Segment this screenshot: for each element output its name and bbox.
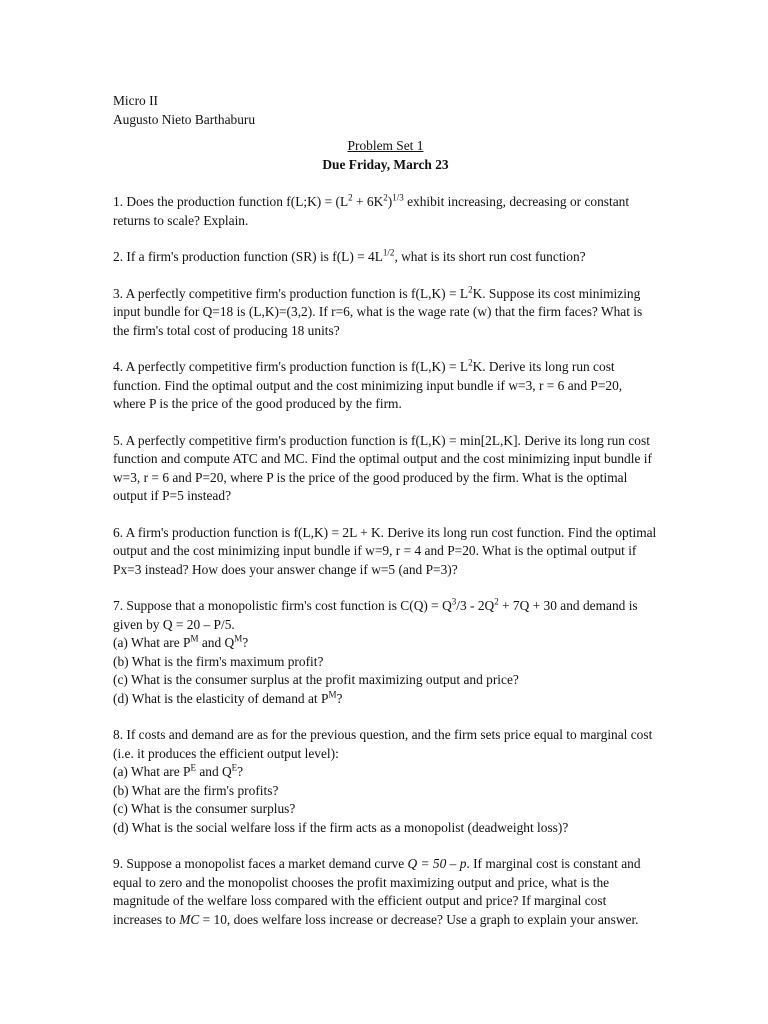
problem-8 — [113, 726, 658, 837]
problem-9 — [113, 855, 658, 929]
problem-8-text: 8. If costs and demand are as for the previous question, and the firm sets price equal to marginal cost (i.e. it produces the efficient output level): — [113, 727, 653, 761]
problem-5-text: 5. A perfectly competitive firm's production function is f(L,K) = min[2L,K]. Derive its long run cost function and compute ATC and MC. Find the optimal output and the cost minimizing input bundle if w=3, r = 6 and P=20, where P is the price of the good produced by the firm. What is the optimal output if P=5 instead? — [113, 432, 652, 503]
title-block — [113, 137, 658, 174]
problem-5 — [113, 432, 658, 506]
problem-7 — [113, 597, 658, 708]
problem-8-item-a: (a) What are $P^E$ and $Q^E$? — [113, 762, 244, 779]
problem-6 — [113, 524, 658, 580]
problem-6-text: 6. A firm's production function is f(L,K) = 2L + K. Derive its long run cost function. Find the optimal output and the cost minimizing input bundle if w=9, r = 4 and P=20. What is the optimal output if Px=3 instead? How does your answer change if w=5 (and P=3)? — [113, 524, 657, 577]
problem-4 — [113, 358, 658, 414]
problem-set-title: Problem Set 1 — [347, 138, 424, 153]
problem-7-item-c: (c) What is the consumer surplus at the profit maximizing output and price? — [113, 672, 519, 687]
due-date: Due Friday, March 23 — [322, 156, 449, 172]
problem-3 — [113, 285, 658, 341]
problem-9-text: 9. Suppose a monopolist faces a market demand curve Q = 50 – p. If marginal cost is constant and equal to zero and the monopolist chooses the profit maximizing output and price, what is the magnitude of the welfare loss compared with the efficient output and price? If marginal cost increases to MC = 10, does welfare loss increase or decrease? Use a graph to explain your answer. — [113, 856, 641, 927]
problem-7-item-d: (d) What is the elasticity of demand at $P^M$? — [113, 689, 343, 706]
demand-equation: Q = 50 – p — [407, 856, 467, 871]
marginal-cost-symbol: MC — [179, 911, 200, 927]
document-content — [113, 92, 658, 929]
problem-8-item-d: (d) What is the social welfare loss if the firm acts as a monopolist (deadweight loss)? — [113, 819, 569, 835]
problem-1 — [113, 193, 658, 230]
problem-7-item-a: (a) What are $P^M$ and $Q^M$? — [113, 633, 249, 650]
author-name: Augusto Nieto Barthaburu — [113, 111, 256, 127]
problem-7-item-b: (b) What is the firm's maximum profit? — [113, 653, 324, 669]
problem-8-item-c: (c) What is the consumer surplus? — [113, 801, 296, 816]
problem-1-text: 1. Does the production function f(L;K) = $(L^2 + 6K^2)^{1/3}$ exhibit increasing, decreasing or constant returns to scale? Explain. — [113, 192, 630, 228]
course-name: Micro II — [113, 93, 158, 108]
header — [113, 92, 658, 129]
problem-4-text: 4. A perfectly competitive firm's production function is $f(L,K) = L^2K$. Derive its long run cost function. Find the optimal output and the cost minimizing input bundle if w=3, r = 6 and P=20, where P is the price of the good produced by the firm. — [113, 357, 623, 411]
problem-3-text: 3. A perfectly competitive firm's production function is $f(L,K) = L^2K$. Suppose its cost minimizing input bundle for Q=18 is (L,K)=(3,2). If r=6, what is the wage rate (w) that the firm faces? What is the firm's total cost of producing 18 units? — [113, 284, 643, 338]
problem-7-text: 7. Suppose that a monopolistic firm's cost function is $C(Q) = Q^3/3 - 2Q^2 + 7Q + 30$ and demand is given by Q = 20 – P/5. — [113, 596, 638, 632]
problem-8-item-b: (b) What are the firm's profits? — [113, 782, 279, 798]
problem-2 — [113, 248, 658, 267]
problem-2-text: 2. If a firm's production function (SR) is $f(L) = 4L^{1/2}$, what is its short run cost function? — [113, 247, 586, 264]
